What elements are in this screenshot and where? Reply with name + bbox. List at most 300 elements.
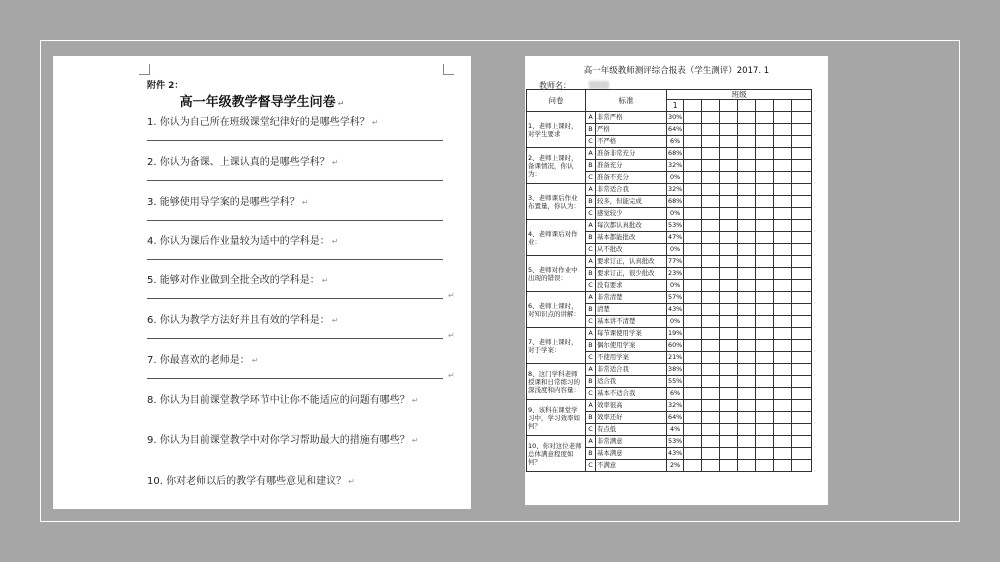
option-letter: B (586, 448, 596, 460)
option-letter: B (586, 232, 596, 244)
option-percent: 0% (667, 316, 684, 328)
empty-cell (756, 136, 774, 148)
empty-cell (702, 208, 720, 220)
option-text: 非常严格 (596, 112, 667, 124)
empty-cell (684, 208, 702, 220)
empty-cell (774, 340, 792, 352)
empty-cell (702, 436, 720, 448)
option-percent: 77% (667, 256, 684, 268)
option-percent: 68% (667, 196, 684, 208)
empty-cell (720, 244, 738, 256)
option-percent: 6% (667, 136, 684, 148)
empty-cell (774, 352, 792, 364)
empty-cell (720, 160, 738, 172)
question-2 (147, 153, 338, 168)
empty-cell (702, 172, 720, 184)
table-row (527, 328, 812, 340)
question-cell: 8、这门学科老师授课和日常练习的深浅度和内容量： (527, 364, 586, 400)
empty-cell (792, 352, 812, 364)
empty-cell (774, 328, 792, 340)
empty-cell (774, 292, 792, 304)
option-text: 非常清楚 (596, 292, 667, 304)
empty-cell (756, 220, 774, 232)
empty-cell (792, 112, 812, 124)
empty-cell (702, 388, 720, 400)
question-9 (147, 431, 418, 446)
empty-cell (774, 280, 792, 292)
line-end-mark: ↵ (448, 331, 455, 340)
question-cell: 4、老师课后对作业： (527, 220, 586, 256)
answer-line (147, 298, 443, 299)
paragraph-mark: ↵ (411, 436, 419, 445)
answer-line (147, 338, 443, 339)
option-letter: B (586, 304, 596, 316)
empty-cell (684, 412, 702, 424)
empty-cell (684, 328, 702, 340)
question-cell: 6、老师上课时，对知识点的讲解： (527, 292, 586, 328)
empty-cell (792, 304, 812, 316)
empty-cell (738, 400, 756, 412)
option-percent: 0% (667, 280, 684, 292)
option-letter: C (586, 424, 596, 436)
question-7 (147, 351, 258, 366)
empty-cell (756, 160, 774, 172)
empty-cell (702, 232, 720, 244)
question-8 (147, 391, 418, 406)
answer-line (147, 140, 443, 141)
empty-cell (774, 448, 792, 460)
empty-cell (720, 136, 738, 148)
empty-cell (684, 448, 702, 460)
option-text: 适合我 (596, 376, 667, 388)
empty-cell (702, 256, 720, 268)
empty-cell (738, 100, 756, 112)
empty-cell (738, 340, 756, 352)
empty-cell (702, 112, 720, 124)
empty-cell (684, 400, 702, 412)
empty-cell (774, 172, 792, 184)
empty-cell (774, 208, 792, 220)
empty-cell (792, 124, 812, 136)
empty-cell (774, 388, 792, 400)
option-percent: 23% (667, 268, 684, 280)
empty-cell (756, 388, 774, 400)
option-text: 效率很高 (596, 400, 667, 412)
empty-cell (792, 328, 812, 340)
paragraph-mark: ↵ (331, 158, 339, 167)
empty-cell (756, 304, 774, 316)
option-text: 不满意 (596, 460, 667, 472)
empty-cell (774, 184, 792, 196)
empty-cell (684, 340, 702, 352)
empty-cell (702, 148, 720, 160)
empty-cell (684, 232, 702, 244)
empty-cell (720, 376, 738, 388)
option-letter: A (586, 256, 596, 268)
empty-cell (720, 364, 738, 376)
table-row (527, 112, 812, 124)
empty-cell (720, 448, 738, 460)
question-3 (147, 193, 308, 208)
empty-cell (702, 292, 720, 304)
empty-cell (702, 340, 720, 352)
empty-cell (702, 448, 720, 460)
header-standard: 标准 (586, 90, 667, 112)
option-percent: 30% (667, 112, 684, 124)
empty-cell (738, 352, 756, 364)
empty-cell (720, 172, 738, 184)
empty-cell (774, 400, 792, 412)
empty-cell (756, 112, 774, 124)
option-percent: 53% (667, 220, 684, 232)
empty-cell (756, 256, 774, 268)
empty-cell (684, 100, 702, 112)
empty-cell (738, 424, 756, 436)
empty-cell (774, 196, 792, 208)
empty-cell (720, 208, 738, 220)
empty-cell (756, 448, 774, 460)
empty-cell (702, 460, 720, 472)
empty-cell (684, 220, 702, 232)
empty-cell (720, 400, 738, 412)
option-letter: C (586, 388, 596, 400)
crop-mark-right (443, 64, 454, 75)
question-text: 7. 你最喜欢的老师是： (147, 355, 250, 366)
empty-cell (702, 220, 720, 232)
option-letter: A (586, 184, 596, 196)
answer-line (147, 378, 443, 379)
option-text: 每节课使用学案 (596, 328, 667, 340)
empty-cell (702, 304, 720, 316)
empty-cell (684, 268, 702, 280)
option-percent: 43% (667, 304, 684, 316)
option-letter: A (586, 400, 596, 412)
option-letter: B (586, 376, 596, 388)
table-row (527, 364, 812, 376)
question-1 (147, 113, 378, 128)
empty-cell (738, 220, 756, 232)
empty-cell (684, 184, 702, 196)
option-percent: 57% (667, 292, 684, 304)
empty-cell (774, 268, 792, 280)
option-letter: A (586, 292, 596, 304)
questionnaire-page (53, 56, 471, 509)
option-text: 效率还好 (596, 412, 667, 424)
empty-cell (774, 460, 792, 472)
option-percent: 64% (667, 412, 684, 424)
empty-cell (738, 448, 756, 460)
empty-cell (702, 196, 720, 208)
empty-cell (702, 136, 720, 148)
empty-cell (738, 388, 756, 400)
line-end-mark: ↵ (448, 371, 455, 380)
empty-cell (720, 412, 738, 424)
empty-cell (774, 376, 792, 388)
empty-cell (684, 304, 702, 316)
question-5 (147, 271, 328, 286)
empty-cell (720, 148, 738, 160)
paragraph-mark: ↵ (251, 356, 259, 365)
answer-line (147, 259, 443, 260)
empty-cell (720, 220, 738, 232)
report-title: 高一年级教师测评综合报表（学生测评）2017. 1 (583, 66, 770, 76)
option-text: 非常适合我 (596, 184, 667, 196)
option-percent: 38% (667, 364, 684, 376)
option-letter: B (586, 160, 596, 172)
option-letter: B (586, 340, 596, 352)
report-page (525, 56, 828, 505)
blurred-teacher-name (589, 81, 609, 89)
empty-cell (720, 256, 738, 268)
empty-cell (756, 436, 774, 448)
empty-cell (756, 124, 774, 136)
empty-cell (774, 124, 792, 136)
empty-cell (756, 340, 774, 352)
teacher-name-label: 教师名： (539, 81, 571, 90)
option-letter: B (586, 412, 596, 424)
empty-cell (738, 364, 756, 376)
option-percent: 0% (667, 172, 684, 184)
attachment-label: 附件 2： (147, 81, 184, 91)
option-percent: 2% (667, 460, 684, 472)
empty-cell (792, 232, 812, 244)
option-percent: 32% (667, 400, 684, 412)
empty-cell (684, 280, 702, 292)
option-percent: 47% (667, 232, 684, 244)
empty-cell (702, 352, 720, 364)
table-row (527, 184, 812, 196)
empty-cell (684, 352, 702, 364)
paragraph-mark: ↵ (331, 237, 339, 246)
question-text: 9. 你认为目前课堂教学中对你学习帮助最大的措施有哪些？ (147, 435, 410, 446)
empty-cell (720, 280, 738, 292)
report-table (526, 89, 812, 472)
empty-cell (738, 208, 756, 220)
empty-cell (774, 244, 792, 256)
empty-cell (792, 280, 812, 292)
option-letter: C (586, 244, 596, 256)
option-letter: B (586, 124, 596, 136)
option-text: 感觉较少 (596, 208, 667, 220)
option-letter: C (586, 460, 596, 472)
option-percent: 68% (667, 148, 684, 160)
empty-cell (774, 364, 792, 376)
option-text: 有点低 (596, 424, 667, 436)
empty-cell (720, 112, 738, 124)
question-text: 4. 你认为课后作业量较为适中的学科是： (147, 236, 330, 247)
empty-cell (720, 124, 738, 136)
question-text: 2. 你认为备课、上课认真的是哪些学科？ (147, 157, 330, 168)
option-text: 偶尔使用学案 (596, 340, 667, 352)
empty-cell (792, 220, 812, 232)
empty-cell (720, 232, 738, 244)
empty-cell (792, 388, 812, 400)
empty-cell (738, 304, 756, 316)
question-cell: 3、老师课后作业布置量，你认为： (527, 184, 586, 220)
crop-mark-left (139, 64, 150, 75)
empty-cell (774, 160, 792, 172)
empty-cell (756, 364, 774, 376)
empty-cell (684, 436, 702, 448)
empty-cell (702, 364, 720, 376)
empty-cell (792, 172, 812, 184)
empty-cell (702, 400, 720, 412)
empty-cell (684, 316, 702, 328)
header-class-number: 1 (667, 100, 684, 112)
empty-cell (774, 148, 792, 160)
empty-cell (738, 172, 756, 184)
empty-cell (792, 292, 812, 304)
empty-cell (738, 460, 756, 472)
empty-cell (738, 160, 756, 172)
empty-cell (756, 232, 774, 244)
empty-cell (684, 388, 702, 400)
empty-cell (792, 400, 812, 412)
option-percent: 60% (667, 340, 684, 352)
option-letter: A (586, 364, 596, 376)
empty-cell (684, 196, 702, 208)
question-4 (147, 232, 338, 247)
line-end-mark: ↵ (448, 291, 455, 300)
empty-cell (738, 148, 756, 160)
empty-cell (738, 124, 756, 136)
option-percent: 64% (667, 124, 684, 136)
empty-cell (738, 112, 756, 124)
empty-cell (792, 256, 812, 268)
empty-cell (774, 136, 792, 148)
question-cell: 7、老师上课时，对于学案： (527, 328, 586, 364)
empty-cell (792, 376, 812, 388)
empty-cell (720, 196, 738, 208)
empty-cell (738, 280, 756, 292)
empty-cell (738, 328, 756, 340)
option-text: 较多，但能完成 (596, 196, 667, 208)
empty-cell (702, 124, 720, 136)
option-percent: 32% (667, 160, 684, 172)
option-text: 严格 (596, 124, 667, 136)
header-class: 班级 (667, 90, 812, 100)
question-cell: 2、老师上课时，备课情况，你认为： (527, 148, 586, 184)
option-letter: A (586, 220, 596, 232)
option-letter: C (586, 208, 596, 220)
empty-cell (738, 316, 756, 328)
answer-line (147, 180, 443, 181)
empty-cell (720, 328, 738, 340)
question-cell: 9、该科在课堂学习中，学习效率如何？ (527, 400, 586, 436)
empty-cell (720, 388, 738, 400)
empty-cell (738, 136, 756, 148)
empty-cell (756, 376, 774, 388)
empty-cell (684, 244, 702, 256)
option-letter: A (586, 112, 596, 124)
option-percent: 32% (667, 184, 684, 196)
option-text: 准备充分 (596, 160, 667, 172)
option-letter: C (586, 136, 596, 148)
empty-cell (756, 268, 774, 280)
empty-cell (774, 232, 792, 244)
question-text: 10. 你对老师以后的教学有哪些意见和建议？ (147, 476, 347, 487)
empty-cell (702, 412, 720, 424)
empty-cell (792, 364, 812, 376)
table-row (527, 292, 812, 304)
option-percent: 53% (667, 436, 684, 448)
question-text: 1. 你认为自己所在班级课堂纪律好的是哪些学科？ (147, 117, 370, 128)
option-text: 不严格 (596, 136, 667, 148)
empty-cell (684, 148, 702, 160)
empty-cell (738, 256, 756, 268)
empty-cell (756, 352, 774, 364)
empty-cell (720, 436, 738, 448)
empty-cell (702, 316, 720, 328)
empty-cell (738, 196, 756, 208)
header-question: 问卷 (527, 90, 586, 112)
empty-cell (684, 376, 702, 388)
option-letter: C (586, 172, 596, 184)
empty-cell (792, 196, 812, 208)
option-percent: 0% (667, 244, 684, 256)
empty-cell (684, 160, 702, 172)
option-letter: C (586, 352, 596, 364)
empty-cell (756, 424, 774, 436)
empty-cell (720, 184, 738, 196)
empty-cell (702, 376, 720, 388)
empty-cell (738, 436, 756, 448)
empty-cell (720, 316, 738, 328)
option-text: 基本满意 (596, 448, 667, 460)
option-text: 基本都能批改 (596, 232, 667, 244)
empty-cell (792, 208, 812, 220)
empty-cell (702, 268, 720, 280)
empty-cell (702, 280, 720, 292)
empty-cell (774, 112, 792, 124)
answer-line (147, 220, 443, 221)
empty-cell (774, 220, 792, 232)
paragraph-mark: ↵ (301, 198, 309, 207)
empty-cell (720, 304, 738, 316)
empty-cell (756, 184, 774, 196)
option-text: 不使用学案 (596, 352, 667, 364)
empty-cell (738, 268, 756, 280)
empty-cell (756, 400, 774, 412)
option-letter: B (586, 196, 596, 208)
option-letter: A (586, 436, 596, 448)
empty-cell (792, 136, 812, 148)
empty-cell (720, 100, 738, 112)
empty-cell (756, 316, 774, 328)
empty-cell (774, 256, 792, 268)
empty-cell (756, 100, 774, 112)
empty-cell (756, 280, 774, 292)
empty-cell (684, 256, 702, 268)
empty-cell (756, 328, 774, 340)
empty-cell (702, 100, 720, 112)
option-text: 非常适合我 (596, 364, 667, 376)
option-percent: 21% (667, 352, 684, 364)
question-text: 3. 能够使用导学案的是哪些学科？ (147, 197, 300, 208)
empty-cell (684, 112, 702, 124)
question-cell: 5、老师对作业中出现的错误： (527, 256, 586, 292)
empty-cell (720, 352, 738, 364)
question-text: 5. 能够对作业做到全批全改的学科是： (147, 275, 320, 286)
option-text: 每次都认真批改 (596, 220, 667, 232)
option-percent: 55% (667, 376, 684, 388)
empty-cell (792, 448, 812, 460)
table-row (527, 220, 812, 232)
empty-cell (684, 172, 702, 184)
empty-cell (738, 184, 756, 196)
empty-cell (792, 148, 812, 160)
questionnaire-title: 高一年级教学督导学生问卷 ↵ (179, 95, 345, 110)
